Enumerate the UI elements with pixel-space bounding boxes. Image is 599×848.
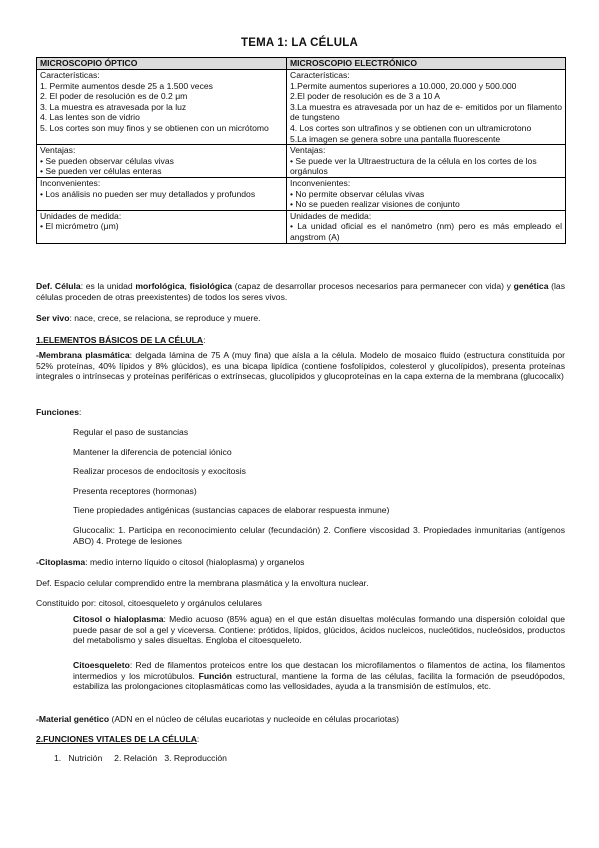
list-item: 5. Los cortes son muy finos y se obtienen con un micrótomo bbox=[40, 122, 269, 133]
def-celula-paragraph bbox=[36, 281, 565, 302]
cell-title: Inconvenientes bbox=[290, 177, 348, 188]
cell-title: Características bbox=[290, 70, 348, 80]
cell-title: Inconvenientes bbox=[40, 177, 98, 188]
table-header-optico: MICROSCOPIO ÓPTICO bbox=[37, 58, 287, 70]
text-run: : medio interno líquido o citosol (hialoplasma) y organelos bbox=[85, 557, 305, 567]
list-item: 5.La imagen se genera sobre una pantalla fluorescente bbox=[290, 133, 501, 144]
text-run: (capaz de desarrollar procesos necesarios para permanecer con vida) y bbox=[232, 281, 514, 291]
comparison-table bbox=[36, 57, 566, 244]
list-item: • No se pueden realizar visiones de conjunto bbox=[290, 199, 460, 210]
constituido-paragraph bbox=[36, 598, 565, 609]
cell-title: Unidades de medida bbox=[290, 210, 369, 221]
list-item: • No permite observar células vivas bbox=[290, 188, 425, 199]
text-run: estructural, mantiene la forma de las células, facilita la formación de pseudópodos, estabiliza las prolongaciones citoplasmáticas como las vellosidades, ayuda a la transmisión de estímulos, etc. bbox=[73, 670, 566, 692]
cell-title: Características bbox=[40, 70, 98, 80]
list-item: Presenta receptores (hormonas) bbox=[73, 485, 197, 496]
list-item: 3. La muestra es atravesada por la luz bbox=[40, 101, 187, 112]
list-item: Tiene propiedades antigénicas (sustancias capaces de elaborar respuesta inmune) bbox=[73, 505, 390, 516]
list-item: • Los análisis no pueden ser muy detallados y profundos bbox=[40, 188, 256, 199]
list-item: 4. Las lentes son de vidrio bbox=[40, 112, 140, 123]
list-item: Glucocalix: 1. Participa en reconocimiento celular (fecundación) 2. Confiere viscosidad 3. Propiedades inmunitarias (antígenos ABO) 4. Protege de lesiones bbox=[73, 524, 565, 546]
material-paragraph bbox=[36, 714, 565, 725]
list-item: • El micrómetro (μm) bbox=[40, 221, 119, 232]
citosol-paragraph bbox=[36, 614, 565, 646]
text-run: : Medio acuoso (85% agua) en el que están disueltas moléculas formando una dispersión coloidal que puede pasar de sol a gel y viceversa. Contiene: prótidos, lípidos, glúcidos, ácidos nucleicos, nucleótidos, nucleósidos, productos del metabolismo y sales disueltas. Engloba el citoesqueleto. bbox=[73, 614, 565, 646]
vitales-list bbox=[36, 753, 565, 764]
list-item: • Se pueden observar células vivas bbox=[40, 155, 174, 166]
citoplasma-paragraph bbox=[36, 557, 565, 568]
table-row bbox=[37, 145, 566, 178]
funciones-heading: Funciones: bbox=[36, 407, 82, 417]
citoesqueleto-label: Citoesqueleto bbox=[73, 660, 130, 670]
table-header-electronico: MICROSCOPIO ELECTRÓNICO bbox=[287, 58, 566, 70]
membrana-paragraph bbox=[36, 350, 565, 382]
table-cell: Inconvenientes: • Los análisis no pueden ser muy detallados y profundos bbox=[37, 177, 287, 210]
list-item: 3.La muestra es atravesada por un haz de e- emitidos por un filamento de tungsteno bbox=[290, 101, 562, 123]
text-run: : delgada lámina de 75 A (muy fina) que aísla a la célula. Modelo de mosaico fluido (estructura constituida por 52% proteínas, 40% lípidos y 8% glúcidos), es una bicapa lipídica (contiene fosfolípidos, colesterol y glucolípidos), presenta proteínas integrales o intrínsecas y proteínas periféricas o extrínsecas, glucolípidos y glucoproteínas en la capa externa de la membrana (glucocalix) bbox=[36, 350, 565, 382]
text-run: : Red de filamentos proteicos entre los que destacan los microfilamentos o filamentos de actina, los filamentos intermedios y los microtúbulos. bbox=[73, 660, 565, 681]
bold-term: genética bbox=[513, 281, 549, 291]
citoplasma-label: -Citoplasma bbox=[36, 557, 86, 567]
table-cell: Características: 1. Permite aumentos desde 25 a 1.500 veces 2. El poder de resolución es de 0.2 μm 3. La muestra es atravesada por la luz 4. Las lentes son de vidrio 5. Los cortes son muy finos y se obtienen con un micrótomo bbox=[37, 70, 287, 145]
membrana-label: -Membrana plasmática bbox=[36, 350, 130, 360]
def-espacio-text: Def. Espacio celular comprendido entre la membrana plasmática y la envoltura nuclear. bbox=[36, 578, 369, 588]
list-item: • Se pueden ver células enteras bbox=[40, 166, 162, 177]
section-heading-text: 1.ELEMENTOS BÁSICOS DE LA CÉLULA bbox=[36, 335, 204, 345]
table-cell: Características: 1.Permite aumentos superiores a 10.000, 20.000 y 500.000 2.El poder de resolución es de 3 a 10 A 3.La muestra es atravesada por un haz de e- emitidos por un filamento de tungsteno 4. Los cortes son ultrafinos y se obtienen con un ultramicrotono 5.La imagen se genera sobre una pantalla fluorescente bbox=[287, 70, 566, 145]
text-run: (ADN en el núcleo de células eucariotas y nucleoide en células procariotas) bbox=[109, 714, 400, 724]
def-celula-label: Def. Célula bbox=[36, 281, 81, 291]
list-item: 4. Los cortes son ultrafinos y se obtienen con un ultramicrotono bbox=[290, 122, 532, 133]
section-2-heading: 2.FUNCIONES VITALES DE LA CÉLULA: bbox=[36, 734, 200, 744]
ser-vivo-label: Ser vivo bbox=[36, 313, 70, 323]
text-run: (las células proceden de otras preexistentes) de todos los seres vivos. bbox=[36, 281, 565, 302]
list-item: Realizar procesos de endocitosis y exocitosis bbox=[73, 466, 246, 477]
list-item: 1. Permite aumentos desde 25 a 1.500 veces bbox=[40, 80, 213, 91]
table-cell: Ventajas: • Se pueden observar células vivas • Se pueden ver células enteras bbox=[37, 145, 287, 178]
constituido-text: Constituido por: citosol, citoesqueleto y orgánulos celulares bbox=[36, 598, 262, 608]
table-cell: Inconvenientes: • No permite observar células vivas • No se pueden realizar visiones de conjunto bbox=[287, 177, 566, 210]
list-item: 2.El poder de resolución es de 3 a 10 A bbox=[290, 91, 441, 102]
list-item: • La unidad oficial es el nanómetro (nm) pero es más empleado el angstrom (A) bbox=[290, 221, 562, 242]
table-cell: Unidades de medida: • El micrómetro (μm) bbox=[37, 210, 287, 243]
cell-title: Ventajas bbox=[40, 145, 73, 156]
list-item: 2. El poder de resolución es de 0.2 μm bbox=[40, 91, 188, 102]
section-1-heading: 1.ELEMENTOS BÁSICOS DE LA CÉLULA: bbox=[36, 335, 206, 345]
funciones-label: Funciones bbox=[36, 407, 79, 417]
bold-term: fisiológica bbox=[189, 281, 233, 291]
cell-title: Unidades de medida bbox=[40, 210, 119, 221]
page-title: TEMA 1: LA CÉLULA bbox=[241, 37, 358, 49]
cell-title: Ventajas bbox=[290, 145, 323, 156]
table-cell: Unidades de medida: • La unidad oficial es el nanómetro (nm) pero es más empleado el angstrom (A) bbox=[287, 210, 566, 243]
bold-term: morfológica bbox=[135, 281, 185, 291]
text-run: : es la unidad bbox=[80, 281, 136, 291]
def-espacio-paragraph bbox=[36, 578, 565, 589]
citoesqueleto-paragraph bbox=[36, 660, 565, 692]
list-item: Regular el paso de sustancias bbox=[73, 427, 189, 437]
table-row bbox=[37, 210, 566, 243]
table-cell: Ventajas: • Se puede ver la Ultraestructura de la célula en los cortes de los orgánulos bbox=[287, 145, 566, 178]
table-row bbox=[37, 70, 566, 145]
citosol-label: Citosol o hialoplasma bbox=[73, 614, 164, 624]
text-run: , bbox=[184, 281, 190, 291]
list-item: 1.Permite aumentos superiores a 10.000, 20.000 y 500.000 bbox=[290, 80, 517, 91]
list-item: Mantener la diferencia de potencial iónico bbox=[73, 446, 232, 457]
ser-vivo-paragraph bbox=[36, 313, 565, 324]
funciones-list bbox=[36, 427, 565, 546]
text-run: : nace, crece, se relaciona, se reproduce y muere. bbox=[69, 313, 261, 323]
table-row bbox=[37, 177, 566, 210]
table-header-row bbox=[37, 58, 566, 70]
material-label: -Material genético bbox=[36, 714, 110, 724]
bold-term: Función bbox=[198, 670, 233, 681]
list-item: • Se puede ver la Ultraestructura de la célula en los cortes de los orgánulos bbox=[290, 155, 537, 177]
section-heading-text: 2.FUNCIONES VITALES DE LA CÉLULA bbox=[36, 734, 197, 744]
vitales-text: 1. Nutrición 2. Relación 3. Reproducción bbox=[54, 753, 227, 763]
